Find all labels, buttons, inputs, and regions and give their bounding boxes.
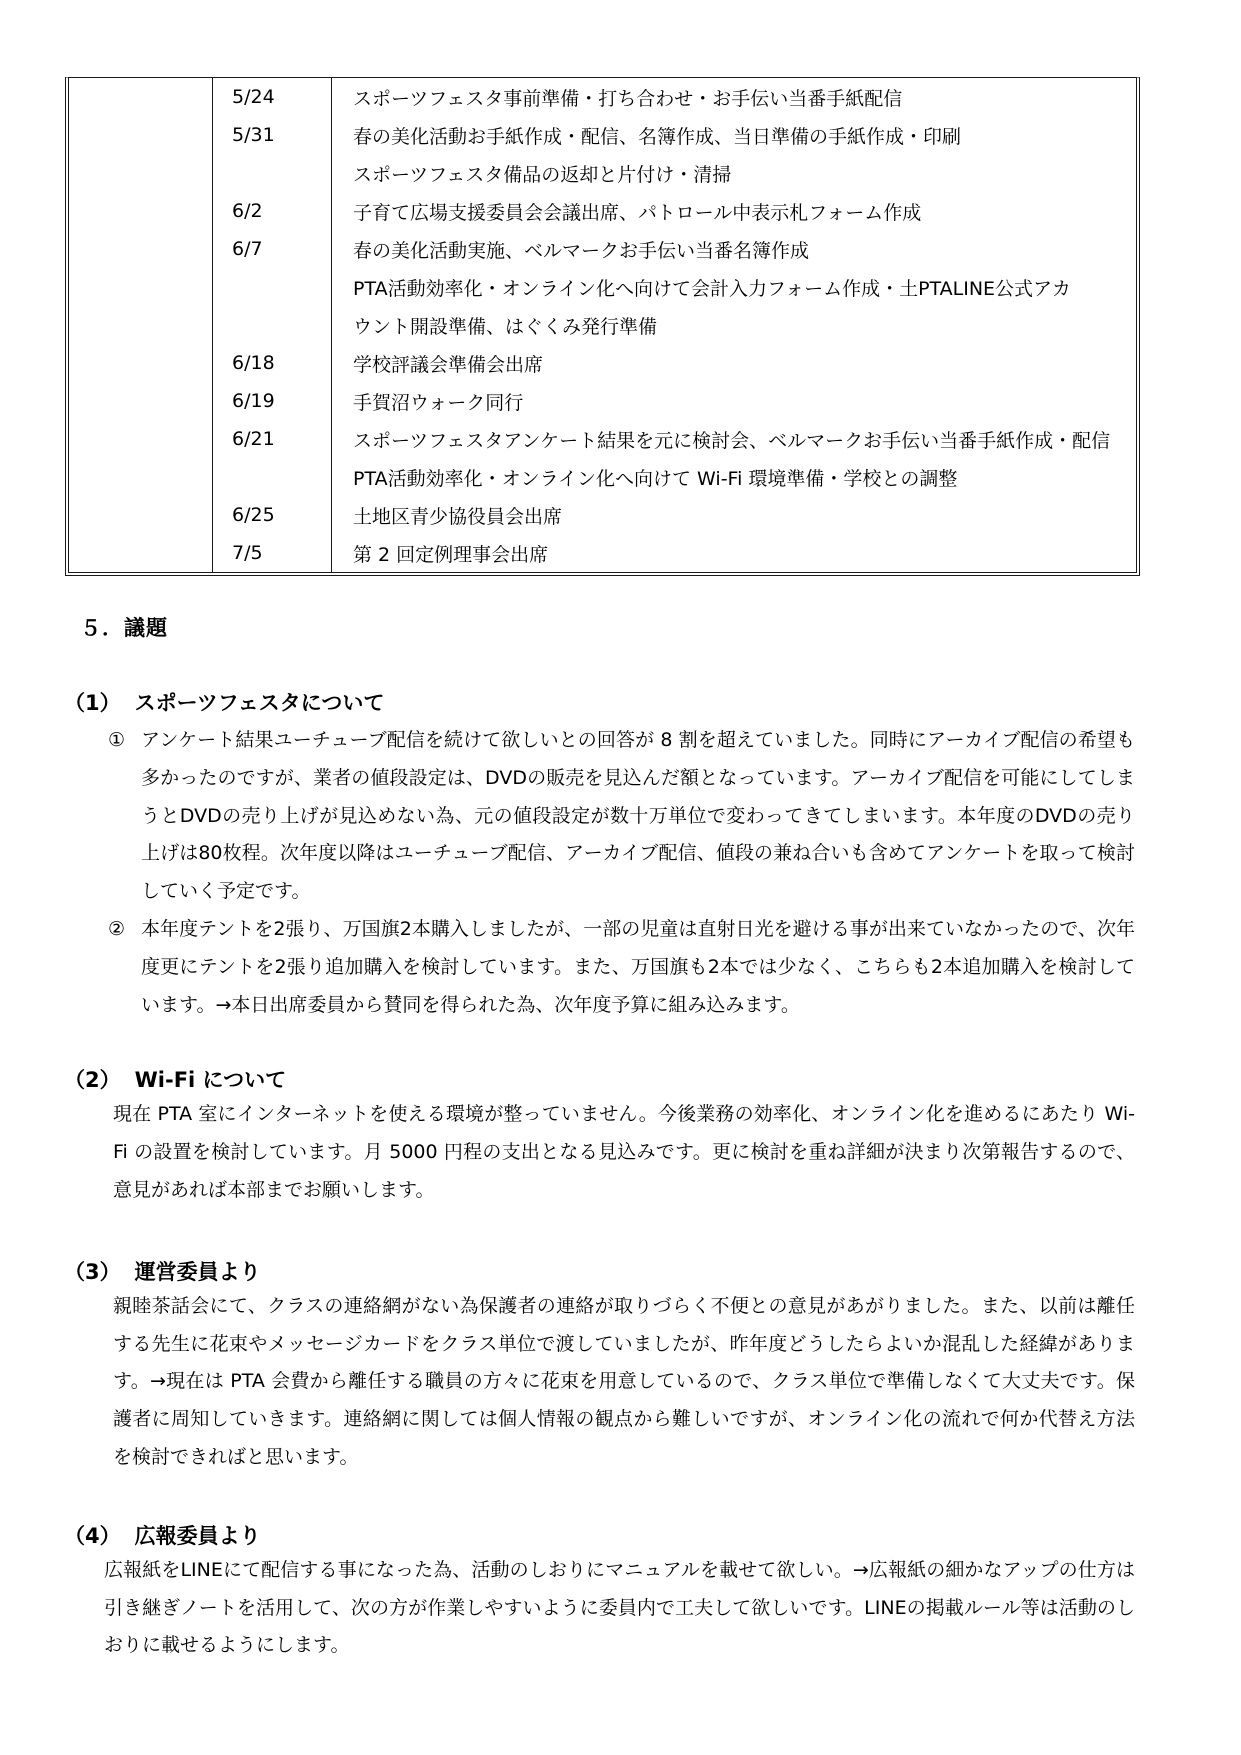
date-cell: 6/25 xyxy=(212,496,331,534)
table-row xyxy=(69,344,1136,382)
date-cell xyxy=(212,458,331,496)
activity-cell: 学校評議会準備会出席 xyxy=(331,344,1136,382)
section-steering-committee xyxy=(0,1256,1241,1477)
blank-cell xyxy=(69,344,212,382)
activity-cell: 春の美化活動実施、ベルマークお手伝い当番名簿作成 xyxy=(331,230,1136,268)
section-heading xyxy=(64,1520,1241,1550)
table-row xyxy=(69,420,1136,458)
blank-cell xyxy=(69,268,212,306)
activity-cell: スポーツフェスタアンケート結果を元に検討会、ベルマークお手伝い当番手紙作成・配信 xyxy=(331,420,1136,458)
section-heading xyxy=(64,1256,1241,1286)
blank-cell xyxy=(69,382,212,420)
activity-cell: 土地区青少協役員会出席 xyxy=(331,496,1136,534)
date-cell: 6/21 xyxy=(212,420,331,458)
blank-cell xyxy=(69,192,212,230)
activity-cell: 子育て広場支援委員会会議出席、パトロール中表示札フォーム作成 xyxy=(331,192,1136,230)
activity-cell: ウント開設準備、はぐくみ発行準備 xyxy=(331,306,1136,344)
blank-cell xyxy=(69,116,212,154)
activity-cell: 第 2 回定例理事会出席 xyxy=(331,534,1136,572)
item-number: ① xyxy=(108,729,126,751)
blank-cell xyxy=(69,154,212,192)
section-heading xyxy=(64,687,1241,717)
activity-log-table xyxy=(65,77,1140,576)
section-heading xyxy=(64,1064,1241,1094)
section-number: （1） xyxy=(64,691,121,715)
section-sports-festa xyxy=(0,687,1241,1024)
item-text: アンケート結果ユーチューブ配信を続けて欲しいとの回答が 8 割を超えていました。同時にアーカイブ配信の希望も多かったのですが、業者の値段設定は、DVDの販売を見込んだ額となっています。アーカイブ配信を可能にしてしまうとDVDの売り上げが見込めない為、元の値段設定が数十万単位で変わってきてしまいます。本年度のDVDの売り上げは80枚程。次年度以降はユーチューブ配信、アーカイブ配信、値段の兼ね合いも含めてアンケートを取って検討していく予定です。 xyxy=(141,729,1135,903)
date-cell: 6/2 xyxy=(212,192,331,230)
table-row xyxy=(69,268,1136,306)
blank-cell xyxy=(69,78,212,116)
activity-cell: PTA活動効率化・オンライン化へ向けて Wi-Fi 環境準備・学校との調整 xyxy=(331,458,1136,496)
table-row xyxy=(69,496,1136,534)
section-title: スポーツフェスタについて xyxy=(134,691,385,715)
section-title: 運営委員より xyxy=(134,1259,261,1284)
item-number: ② xyxy=(108,917,126,940)
section-title: Wi-Fi について xyxy=(134,1068,287,1093)
table-row xyxy=(69,306,1136,344)
blank-cell xyxy=(69,230,212,268)
date-cell xyxy=(212,306,331,344)
activity-cell: 手賀沼ウォーク同行 xyxy=(331,382,1136,420)
agenda-heading: ５．議題 xyxy=(80,616,168,640)
date-cell: 6/19 xyxy=(212,382,331,420)
table-row xyxy=(69,78,1136,116)
section-wifi xyxy=(0,1064,1241,1209)
activity-cell: PTA活動効率化・オンライン化へ向けて会計入力フォーム作成・土PTALINE公式アカ xyxy=(331,268,1136,306)
section-title: 広報委員より xyxy=(134,1523,261,1548)
blank-cell xyxy=(69,458,212,496)
table-row xyxy=(69,116,1136,154)
table-row xyxy=(69,230,1136,268)
date-cell xyxy=(212,154,331,192)
table-row xyxy=(69,192,1136,230)
activity-cell: スポーツフェスタ事前準備・打ち合わせ・お手伝い当番手紙配信 xyxy=(331,78,1136,116)
blank-cell xyxy=(69,420,212,458)
table-row xyxy=(69,458,1136,496)
section-body: 広報紙をLINEにて配信する事になった為、活動のしおりにマニュアルを載せて欲しい。→広報紙の細かなアップの仕方は引き継ぎノートを活用して、次の方が作業しやすいように委員内で工夫して欲しいです。LINEの掲載ルール等は活動のしおりに載せるようにします。 xyxy=(104,1558,1135,1657)
section-number: （3） xyxy=(64,1259,121,1284)
activity-cell: 春の美化活動お手紙作成・配信、名簿作成、当日準備の手紙作成・印刷 xyxy=(331,116,1136,154)
table-row xyxy=(69,534,1136,572)
item-text: 本年度テントを2張り、万国旗2本購入しましたが、一部の児童は直射日光を避ける事が出来ていなかったので、次年度更にテントを2張り追加購入を検討しています。また、万国旗も2本では少なく、こちらも2本追加購入を検討しています。→本日出席委員から賛同を得られた為、次年度予算に組み込みます。 xyxy=(141,917,1135,1016)
section-number: （4） xyxy=(64,1523,121,1548)
list-item xyxy=(108,911,1135,1024)
table-row xyxy=(69,382,1136,420)
date-cell: 5/24 xyxy=(212,78,331,116)
section-body: 親睦茶話会にて、クラスの連絡網がない為保護者の連絡が取りづらく不便との意見があがりました。また、以前は離任する先生に花束やメッセージカードをクラス単位で渡していましたが、昨年度どうしたらよいか混乱した経緯があります。→現在は PTA 会費から離任する職員の方々に花束を用意しているので、クラス単位で準備しなくて大丈夫です。保護者に周知していきます。連絡網に関しては個人情報の観点から難しいですが、オンライン化の流れで何か代替え方法を検討できればと思います。 xyxy=(113,1294,1135,1468)
blank-cell xyxy=(69,306,212,344)
list-item xyxy=(108,722,1135,911)
date-cell: 6/18 xyxy=(212,344,331,382)
date-cell: 5/31 xyxy=(212,116,331,154)
activity-cell: スポーツフェスタ備品の返却と片付け・清掃 xyxy=(331,154,1136,192)
date-cell xyxy=(212,268,331,306)
section-number: （2） xyxy=(64,1068,121,1093)
blank-cell xyxy=(69,534,212,572)
section-pr-committee xyxy=(0,1520,1241,1665)
section-body: 現在 PTA 室にインターネットを使える環境が整っていません。今後業務の効率化、オンライン化を進めるにあたり Wi-Fi の設置を検討しています。月 5000 円程の支出となる見込みです。更に検討を重ね詳細が決まり次第報告するので、意見があれば本部までお願いします。 xyxy=(113,1103,1135,1201)
blank-cell xyxy=(69,496,212,534)
date-cell: 7/5 xyxy=(212,534,331,572)
date-cell: 6/7 xyxy=(212,230,331,268)
numbered-items xyxy=(108,722,1135,1024)
table-row xyxy=(69,154,1136,192)
